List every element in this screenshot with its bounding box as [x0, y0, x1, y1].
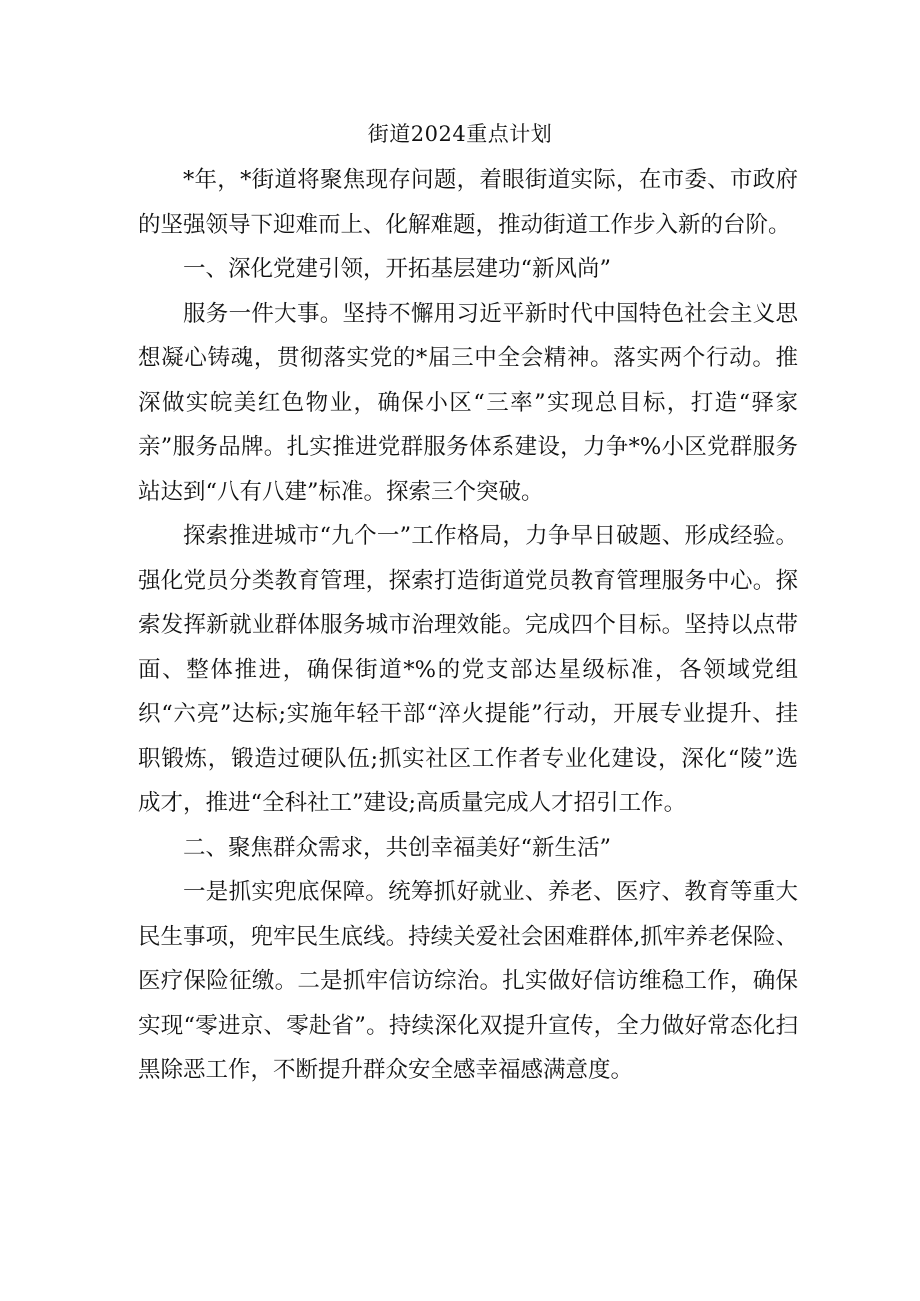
section-1-paragraph-2: 探索推进城市“九个一”工作格局，力争早日破题、形成经验。强化党员分类教育管理，探索打造街道党员教育管理服务中心。探索发挥新就业群体服务城市治理效能。完成四个目标。坚持以点带面、整体推进，确保街道*%的党支部达星级标准，各领域党组织“六亮”达标;实施年轻干部“淬火提能”行动，开展专业提升、挂职锻炼，锻造过硬队伍;抓实社区工作者专业化建设，深化“陵”选成才，推进“全科社工”建设;高质量完成人才招引工作。 — [138, 523, 798, 816]
section-heading-2: 二、聚焦群众需求，共创幸福美好“新生活” — [183, 834, 612, 861]
document-body — [138, 158, 798, 1093]
section-1-paragraph-1: 服务一件大事。坚持不懈用习近平新时代中国特色社会主义思想凝心铸魂，贯彻落实党的*届三中全会精神。落实两个行动。推深做实皖美红色物业，确保小区“三率”实现总目标，打造“驿家亲”服务品牌。扎实推进党群服务体系建设，力争*%小区党群服务站达到“八有八建”标准。探索三个突破。 — [138, 300, 798, 505]
document-title: 街道2024重点计划 — [367, 122, 553, 146]
section-2-paragraph-1: 一是抓实兜底保障。统筹抓好就业、养老、医疗、教育等重大民生事项，兜牢民生底线。持续关爱社会困难群体,抓牢养老保险、医疗保险征缴。二是抓牢信访综治。扎实做好信访维稳工作，确保实现“零进京、零赴省”。持续深化双提升宣传，全力做好常态化扫黑除恶工作，不断提升群众安全感幸福感满意度。 — [138, 879, 798, 1083]
section-heading-1: 一、深化党建引领，开拓基层建功“新风尚” — [183, 256, 612, 282]
intro-paragraph: *年，*街道将聚焦现存问题，着眼街道实际，在市委、市政府的坚强领导下迎难而上、化解难题，推动街道工作步入新的台阶。 — [138, 167, 798, 238]
